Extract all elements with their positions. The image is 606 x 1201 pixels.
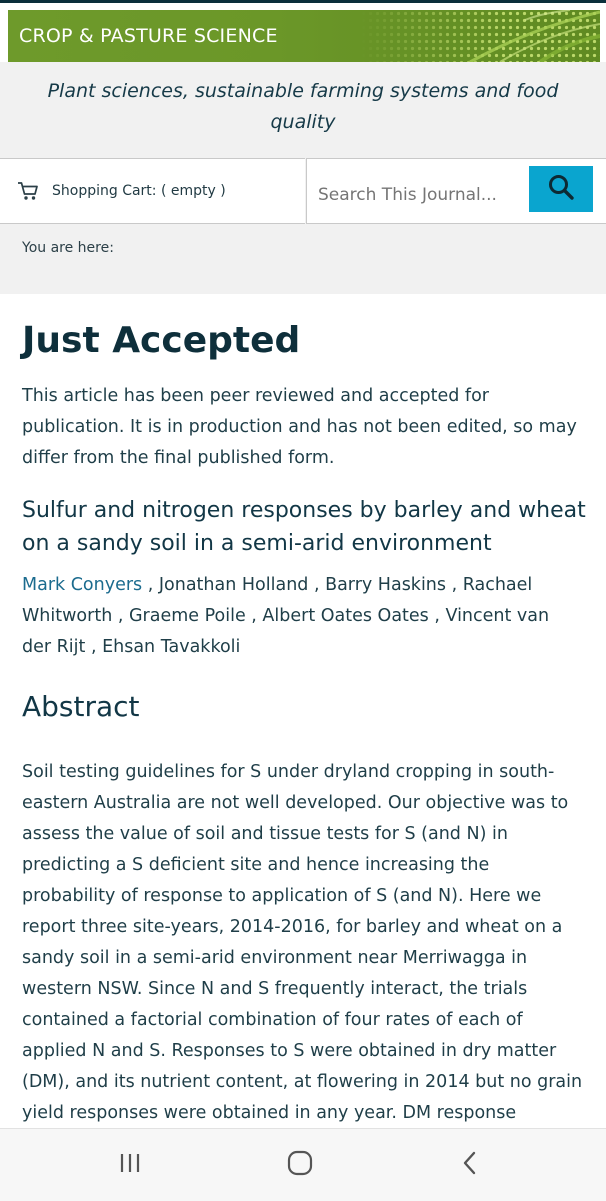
back-icon bbox=[461, 1151, 479, 1179]
search-input[interactable] bbox=[318, 185, 523, 205]
shopping-cart[interactable] bbox=[0, 158, 305, 224]
shopping-cart-label: Shopping Cart: ( empty ) bbox=[52, 183, 226, 199]
search-button[interactable] bbox=[529, 166, 593, 212]
recent-apps-icon bbox=[118, 1152, 142, 1178]
other-authors: , Jonathan Holland , Barry Haskins , Rachael Whitworth , Graeme Poile , Albert Oates Oates , Vincent van der Rijt , Ehsan Tavakkoli bbox=[22, 575, 550, 657]
author-link[interactable]: Mark Conyers bbox=[22, 575, 143, 595]
back-button[interactable] bbox=[445, 1149, 495, 1181]
breadcrumb: You are here: bbox=[22, 240, 114, 256]
search-icon bbox=[547, 173, 575, 205]
article-title: Sulfur and nitrogen responses by barley and wheat on a sandy soil in a semi-arid environment bbox=[22, 498, 586, 556]
author-list bbox=[22, 570, 582, 663]
journal-banner[interactable] bbox=[8, 10, 600, 62]
recent-apps-button[interactable] bbox=[105, 1149, 155, 1181]
abstract-text: Soil testing guidelines for S under dryland cropping in south-eastern Australia are not well developed. Our objective was to assess the value of soil and tissue tests for S (and N) in predicting a S deficient site and hence increasing the probability of response to application of S (and N). Here we report three site-years, 2014-2016, for barley and wheat on a sandy soil in a semi-arid environment near Merriwagga in western NSW. Since N and S frequently interact, the trials contained a factorial combination of four rates of each of applied N and S. Responses to S were obtained in dry matter (DM), and its nutrient content, at flowering in 2014 but no grain yield responses were obtained in any year. DM response bbox=[22, 762, 583, 1123]
home-icon bbox=[287, 1150, 313, 1180]
journal-name: CROP & PASTURE SCIENCE bbox=[19, 25, 278, 47]
journal-tagline: Plant sciences, sustainable farming systems and food quality bbox=[47, 80, 559, 133]
leaf-graphic bbox=[430, 10, 600, 62]
peer-review-notice: This article has been peer reviewed and accepted for publication. It is in production and has not been edited, so may differ from the final published form. bbox=[22, 386, 577, 468]
home-button[interactable] bbox=[275, 1149, 325, 1181]
status-strip bbox=[0, 0, 606, 3]
shopping-cart-icon bbox=[17, 181, 39, 205]
abstract-heading: Abstract bbox=[22, 690, 140, 723]
page-title: Just Accepted bbox=[22, 320, 301, 361]
system-navigation-bar bbox=[0, 1128, 606, 1201]
